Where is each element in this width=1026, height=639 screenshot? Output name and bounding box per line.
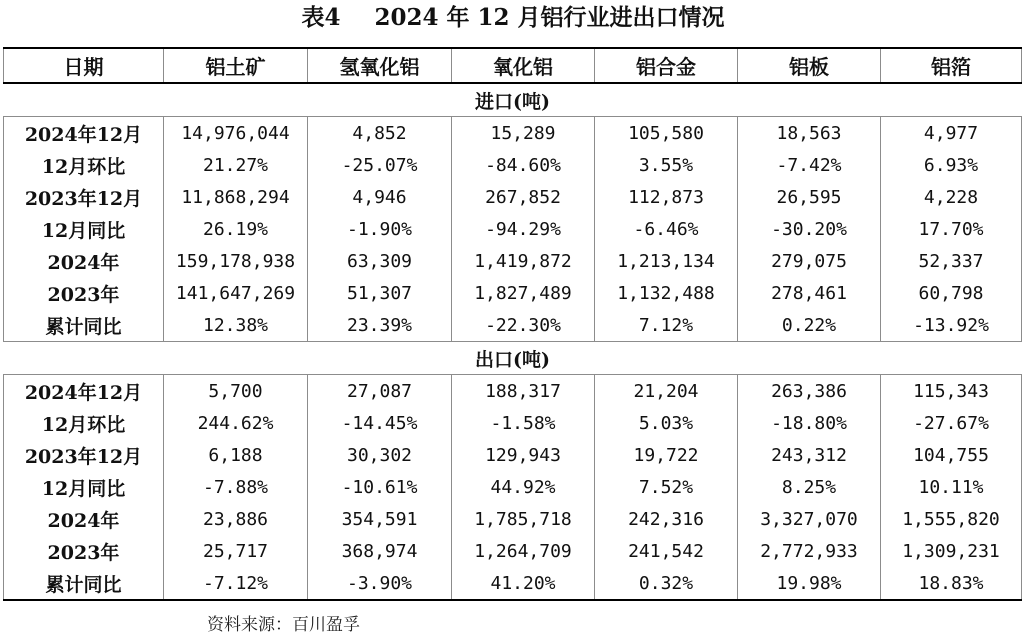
header-alumina: 氧化铝 [452, 48, 595, 83]
table-cell: 18.83% [881, 567, 1022, 600]
table-row [4, 567, 1022, 600]
header-date: 日期 [4, 48, 164, 83]
table-cell: 115,343 [881, 375, 1022, 408]
table-row [4, 213, 1022, 245]
table-cell: -1.90% [308, 213, 452, 245]
table-cell: 23.39% [308, 309, 452, 342]
row-label: 2024年12月 [4, 117, 164, 150]
row-label: 2023年 [4, 277, 164, 309]
table-cell: 11,868,294 [164, 181, 308, 213]
row-label: 12月环比 [4, 407, 164, 439]
table-cell: -7.42% [738, 149, 881, 181]
table-cell: 1,132,488 [595, 277, 738, 309]
table-cell: -18.80% [738, 407, 881, 439]
source-note: 资料来源：百川盈孚 [207, 615, 360, 635]
table-cell: 52,337 [881, 245, 1022, 277]
table-cell: 5,700 [164, 375, 308, 408]
row-label: 2023年 [4, 535, 164, 567]
table-cell: -6.46% [595, 213, 738, 245]
table-row [4, 245, 1022, 277]
section-row [4, 342, 1022, 375]
table-cell: 104,755 [881, 439, 1022, 471]
table-body [4, 83, 1022, 600]
table-cell: 188,317 [452, 375, 595, 408]
table-row [4, 181, 1022, 213]
table-cell: 19.98% [738, 567, 881, 600]
table-cell: 19,722 [595, 439, 738, 471]
table-cell: 3,327,070 [738, 503, 881, 535]
header-aluminum-hydroxide: 氢氧化铝 [308, 48, 452, 83]
table-row [4, 375, 1022, 408]
table-cell: 3.55% [595, 149, 738, 181]
table-cell: 27,087 [308, 375, 452, 408]
table-cell: 368,974 [308, 535, 452, 567]
table-cell: 0.32% [595, 567, 738, 600]
trade-table [3, 47, 1022, 601]
table-cell: 30,302 [308, 439, 452, 471]
table-cell: 21.27% [164, 149, 308, 181]
table-cell: 14,976,044 [164, 117, 308, 150]
table-cell: 263,386 [738, 375, 881, 408]
table-cell: 26.19% [164, 213, 308, 245]
table-cell: 15,289 [452, 117, 595, 150]
table-cell: -94.29% [452, 213, 595, 245]
table-row [4, 309, 1022, 342]
table-cell: -13.92% [881, 309, 1022, 342]
table-cell: -25.07% [308, 149, 452, 181]
table-cell: -30.20% [738, 213, 881, 245]
table-cell: 26,595 [738, 181, 881, 213]
section-title: 出口(吨) [4, 342, 1022, 375]
table-cell: -7.12% [164, 567, 308, 600]
table-row [4, 149, 1022, 181]
row-label: 累计同比 [4, 567, 164, 600]
row-label: 2023年12月 [4, 439, 164, 471]
table-cell: 1,264,709 [452, 535, 595, 567]
row-label: 12月同比 [4, 213, 164, 245]
table-cell: 18,563 [738, 117, 881, 150]
table-cell: 6.93% [881, 149, 1022, 181]
table-cell: 7.52% [595, 471, 738, 503]
header-aluminum-alloy: 铝合金 [595, 48, 738, 83]
table-cell: 10.11% [881, 471, 1022, 503]
table-cell: 23,886 [164, 503, 308, 535]
table-cell: 60,798 [881, 277, 1022, 309]
table-cell: 5.03% [595, 407, 738, 439]
table-cell: 7.12% [595, 309, 738, 342]
table-cell: 1,213,134 [595, 245, 738, 277]
row-label: 12月同比 [4, 471, 164, 503]
row-label: 2023年12月 [4, 181, 164, 213]
table-cell: 4,977 [881, 117, 1022, 150]
table-cell: 243,312 [738, 439, 881, 471]
table-row [4, 407, 1022, 439]
table-cell: 17.70% [881, 213, 1022, 245]
table-cell: 1,555,820 [881, 503, 1022, 535]
header-aluminum-foil: 铝箔 [881, 48, 1022, 83]
table-cell: 267,852 [452, 181, 595, 213]
table-cell: 354,591 [308, 503, 452, 535]
table-cell: 0.22% [738, 309, 881, 342]
section-title: 进口(吨) [4, 83, 1022, 117]
table-cell: -7.88% [164, 471, 308, 503]
row-label: 累计同比 [4, 309, 164, 342]
table-cell: 44.92% [452, 471, 595, 503]
table-cell: 4,946 [308, 181, 452, 213]
table-cell: -3.90% [308, 567, 452, 600]
table-cell: 244.62% [164, 407, 308, 439]
table-cell: -27.67% [881, 407, 1022, 439]
table-cell: 4,852 [308, 117, 452, 150]
row-label: 12月环比 [4, 149, 164, 181]
table-cell: -1.58% [452, 407, 595, 439]
section-row [4, 83, 1022, 117]
row-label: 2024年 [4, 245, 164, 277]
table-row [4, 117, 1022, 150]
table-cell: 105,580 [595, 117, 738, 150]
table-cell: 12.38% [164, 309, 308, 342]
row-label: 2024年 [4, 503, 164, 535]
table-number: 表4 [301, 4, 341, 31]
table-cell: -22.30% [452, 309, 595, 342]
table-cell: 2,772,933 [738, 535, 881, 567]
table-cell: 6,188 [164, 439, 308, 471]
table-row [4, 277, 1022, 309]
header-row [4, 48, 1022, 83]
header-bauxite: 铝土矿 [164, 48, 308, 83]
row-label: 2024年12月 [4, 375, 164, 408]
table-row [4, 471, 1022, 503]
table-header [4, 48, 1022, 83]
table-cell: 1,309,231 [881, 535, 1022, 567]
table-cell: 1,785,718 [452, 503, 595, 535]
table-cell: 51,307 [308, 277, 452, 309]
table-cell: -84.60% [452, 149, 595, 181]
table-caption [0, 0, 1026, 38]
table-cell: 279,075 [738, 245, 881, 277]
header-aluminum-plate: 铝板 [738, 48, 881, 83]
table-row [4, 503, 1022, 535]
table-cell: 278,461 [738, 277, 881, 309]
table-cell: -14.45% [308, 407, 452, 439]
table-cell: 1,827,489 [452, 277, 595, 309]
table-cell: 129,943 [452, 439, 595, 471]
table-cell: 112,873 [595, 181, 738, 213]
table-title: 2024 年 12 月铝行业进出口情况 [374, 4, 725, 31]
table-cell: 8.25% [738, 471, 881, 503]
table-cell: 4,228 [881, 181, 1022, 213]
table-cell: 141,647,269 [164, 277, 308, 309]
table-cell: 21,204 [595, 375, 738, 408]
table-cell: -10.61% [308, 471, 452, 503]
table-cell: 63,309 [308, 245, 452, 277]
table-cell: 25,717 [164, 535, 308, 567]
table-row [4, 535, 1022, 567]
table-cell: 241,542 [595, 535, 738, 567]
table-cell: 242,316 [595, 503, 738, 535]
table-cell: 159,178,938 [164, 245, 308, 277]
table-cell: 41.20% [452, 567, 595, 600]
table-row [4, 439, 1022, 471]
table-cell: 1,419,872 [452, 245, 595, 277]
